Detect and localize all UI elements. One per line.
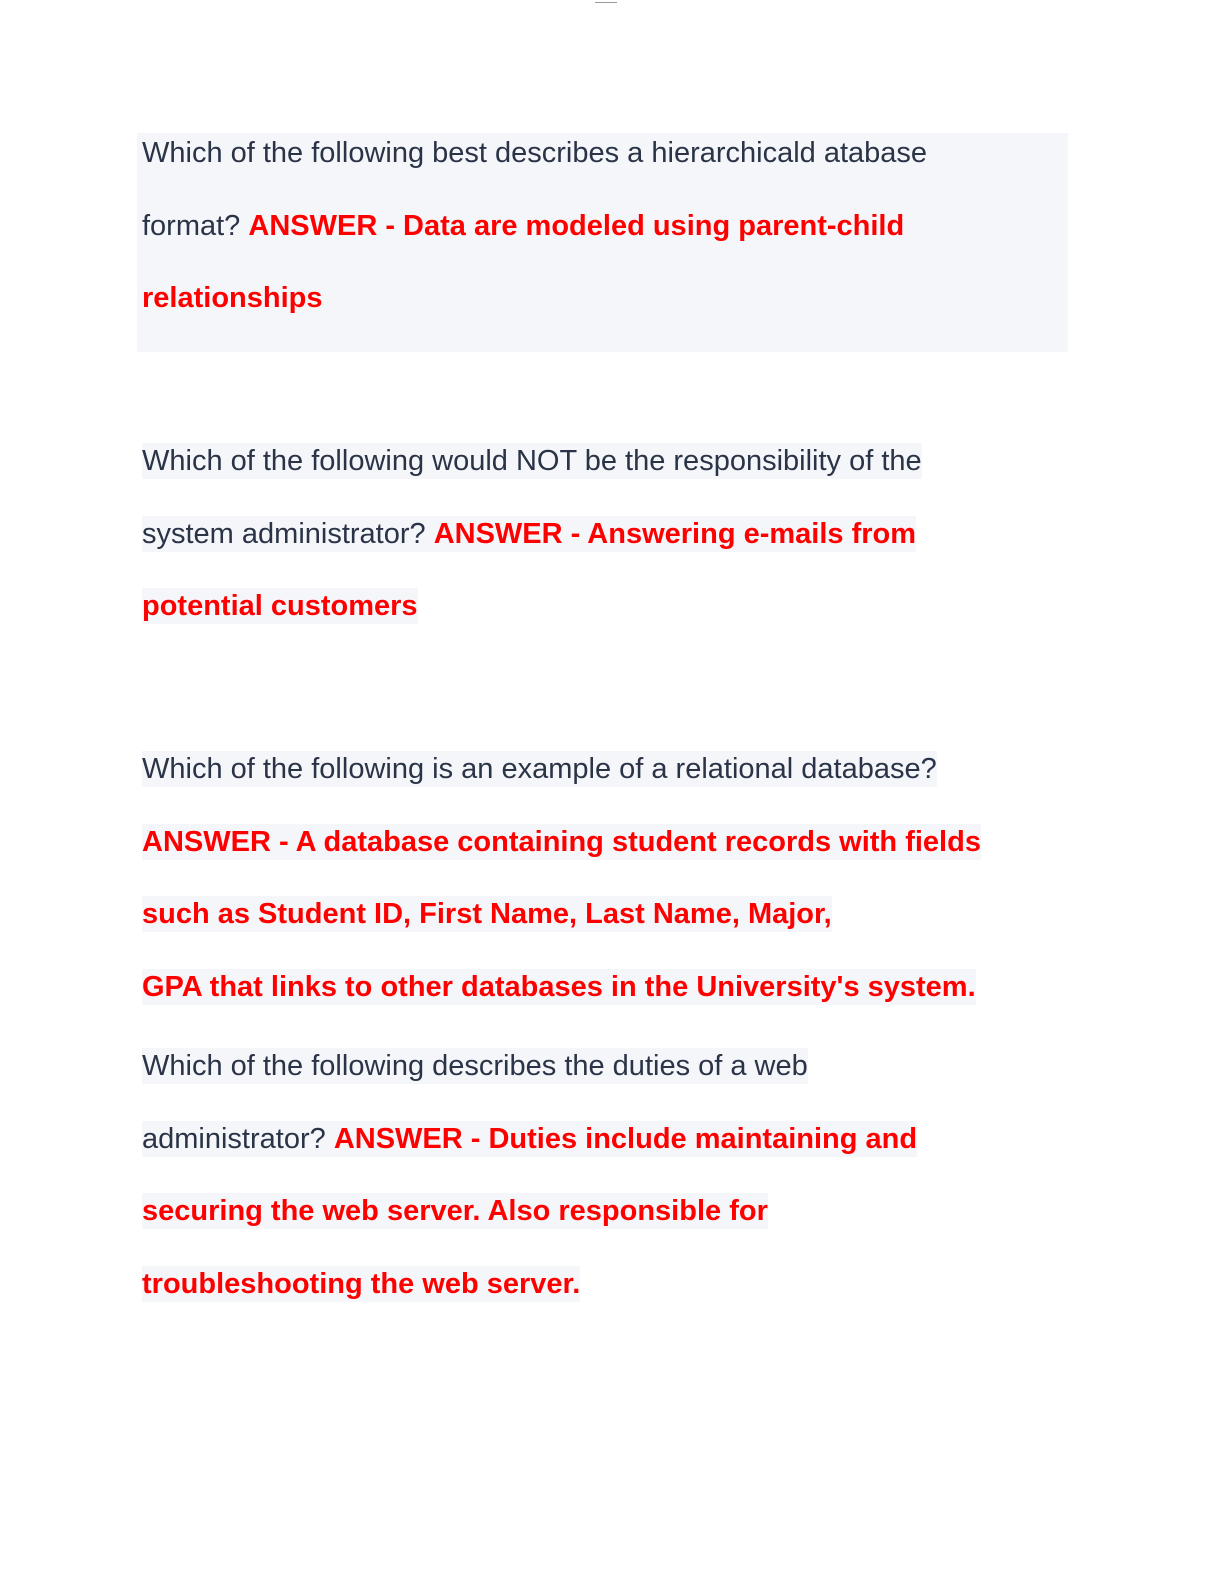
- qa-item-2: [142, 425, 922, 643]
- qa-item-4: [142, 1030, 917, 1320]
- question-text: Which of the following describes the duties of a web: [142, 1050, 808, 1082]
- page-header-mark: [595, 0, 617, 3]
- text-line: [142, 1248, 917, 1321]
- text-line: [142, 425, 922, 498]
- answer-text: potential customers: [142, 590, 418, 622]
- question-text: Which of the following would NOT be the responsibility of the: [142, 445, 922, 477]
- text-line: [142, 117, 927, 190]
- answer-text: GPA that links to other databases in the University's system.: [142, 970, 976, 1003]
- answer-text: such as Student ID, First Name, Last Name, Major,: [142, 898, 832, 930]
- text-line: [142, 878, 981, 951]
- qa-item-3: [142, 733, 981, 1023]
- text-line: [142, 570, 922, 643]
- answer-text: ANSWER - Data are modeled using parent-child: [248, 209, 905, 242]
- text-line: [142, 498, 922, 571]
- answer-text: relationships: [142, 282, 323, 314]
- answer-text: securing the web server. Also responsible for: [142, 1195, 768, 1227]
- text-line: [142, 1175, 917, 1248]
- text-line: [142, 262, 927, 335]
- qa-item-1: [142, 117, 927, 335]
- text-line: [142, 806, 981, 879]
- text-line: [142, 1030, 917, 1103]
- text-line: [142, 951, 981, 1024]
- question-text: Which of the following best describes a hierarchicald atabase: [142, 137, 928, 169]
- question-text: system administrator?: [142, 517, 434, 550]
- text-line: [142, 1103, 917, 1176]
- question-text: Which of the following is an example of a relational database?: [142, 753, 937, 785]
- answer-text: ANSWER - A database containing student records with fields: [142, 825, 981, 858]
- text-line: [142, 733, 981, 806]
- answer-text: ANSWER - Answering e-mails from: [433, 517, 917, 550]
- answer-text: ANSWER - Duties include maintaining and: [333, 1122, 918, 1155]
- question-text: format?: [142, 209, 249, 242]
- answer-text: troubleshooting the web server.: [142, 1267, 581, 1300]
- question-text: administrator?: [142, 1122, 334, 1155]
- text-line: [142, 190, 927, 263]
